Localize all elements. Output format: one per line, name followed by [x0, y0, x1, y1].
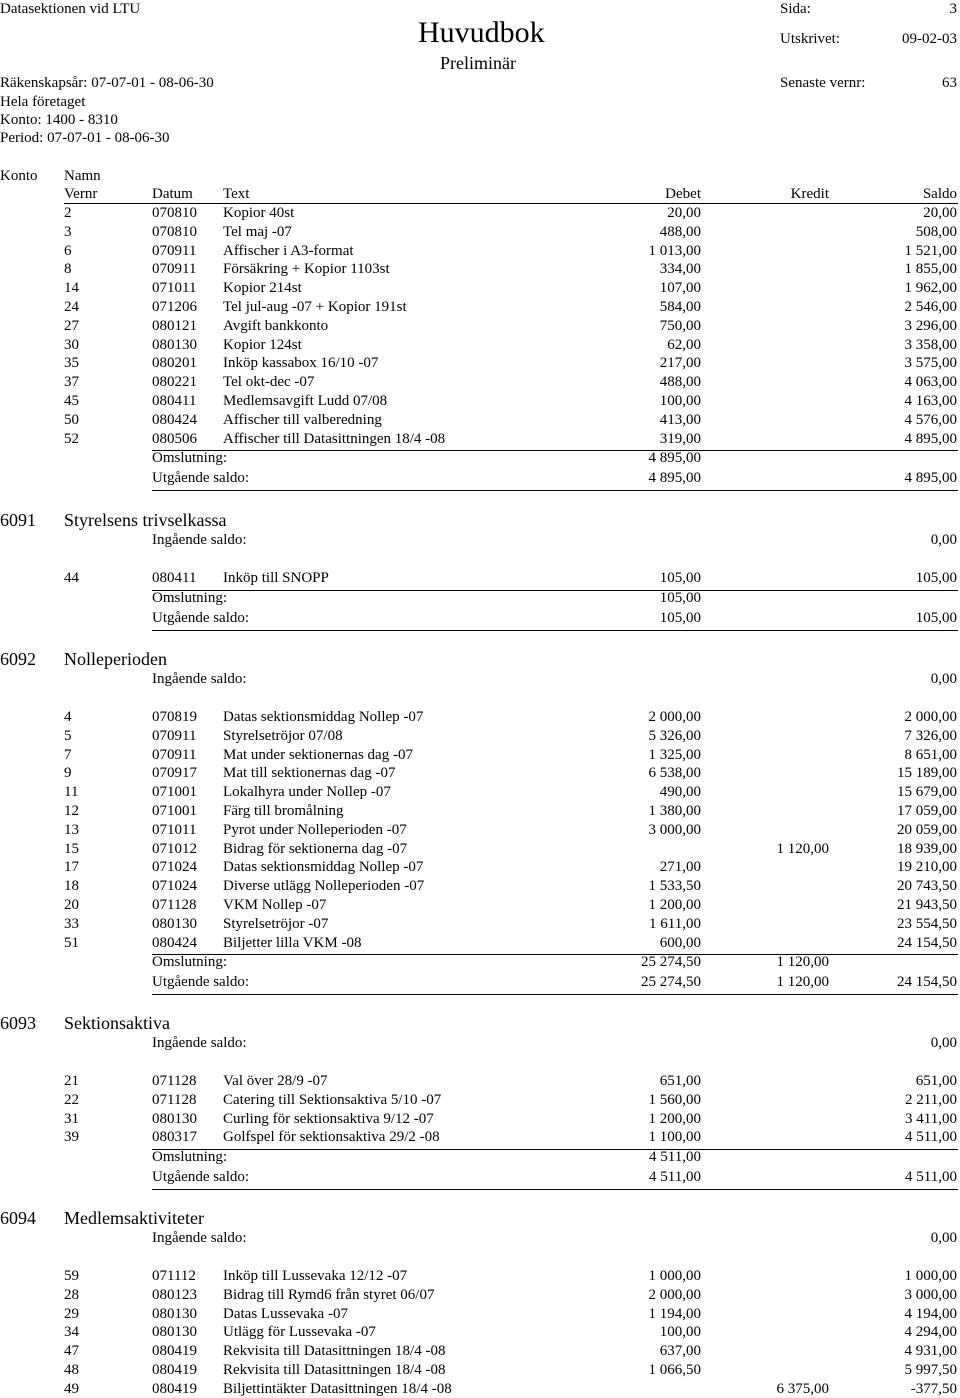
ledger-row-debit: 750,00 — [659, 317, 701, 334]
turnover-label: Omslutning: — [152, 589, 228, 606]
closing-balance-label: Utgående saldo: — [152, 609, 250, 626]
ledger-row-debit: 1 533,50 — [648, 878, 701, 895]
total-rule — [152, 954, 958, 955]
account-number: 6094 — [0, 1208, 36, 1228]
ledger-row-debit: 1 200,00 — [648, 1110, 701, 1127]
total-rule — [152, 590, 958, 591]
opening-balance-label: Ingående saldo: — [152, 532, 247, 548]
ledger-row-balance: 651,00 — [915, 1073, 957, 1089]
column-header-datum: Datum — [152, 186, 193, 202]
ledger-row-debit: 100,00 — [659, 1324, 701, 1341]
organization-name: Datasektionen vid LTU — [0, 1, 141, 17]
account-name: Styrelsens trivselkassa — [64, 510, 227, 530]
ledger-row-text: Affischer i A3-format — [223, 242, 354, 259]
page-number: 3 — [949, 1, 957, 17]
ledger-row-balance: 2 546,00 — [904, 299, 957, 315]
closing-balance-amount: 4 511,00 — [905, 1169, 957, 1186]
ledger-row-balance: 4 895,00 — [904, 430, 957, 447]
opening-balance-amount: 0,00 — [930, 532, 957, 548]
ledger-row-vernr: 22 — [64, 1091, 79, 1108]
ledger-row-balance: 3 296,00 — [904, 317, 957, 334]
ledger-row-balance: 23 554,50 — [897, 915, 957, 932]
closing-balance-amount: 105,00 — [915, 609, 957, 626]
ledger-row-balance: 3 575,00 — [904, 355, 957, 372]
ledger-row-text: Rekvisita till Datasittningen 18/4 -08 — [223, 1343, 446, 1360]
printed-label: Utskrivet: — [780, 31, 840, 47]
ledger-row-text: Färg till bromålning — [223, 803, 344, 819]
total-rule — [152, 1149, 958, 1150]
ledger-row-vernr: 34 — [64, 1324, 79, 1341]
ledger-row-debit: 319,00 — [659, 430, 701, 447]
ledger-row-text: Bidrag till Rymd6 från styret 06/07 — [223, 1286, 435, 1303]
ledger-row-balance: 4 163,00 — [904, 393, 957, 409]
ledger-row-vernr: 31 — [64, 1110, 79, 1127]
ledger-row-text: Tel okt-dec -07 — [223, 374, 315, 391]
ledger-row-text: VKM Nollep -07 — [223, 897, 327, 913]
ledger-row-vernr: 49 — [64, 1380, 79, 1397]
closing-balance-debit: 4 895,00 — [648, 470, 701, 487]
closing-balance-label: Utgående saldo: — [152, 974, 250, 991]
ledger-row-balance: 8 651,00 — [904, 746, 957, 763]
ledger-row-vernr: 4 — [64, 709, 72, 725]
ledger-row-text: Försäkring + Kopior 1103st — [223, 261, 390, 278]
ledger-row-vernr: 29 — [64, 1305, 79, 1322]
ledger-row-balance: -377,50 — [910, 1380, 957, 1397]
ledger-row-text: Bidrag för sektionerna dag -07 — [223, 840, 408, 857]
closing-balance-debit: 4 511,00 — [649, 1169, 701, 1186]
ledger-row-vernr: 51 — [64, 934, 79, 951]
closing-balance-credit: 1 120,00 — [776, 974, 829, 991]
ledger-row-balance: 15 189,00 — [897, 765, 957, 782]
ledger-row-date: 070819 — [152, 709, 197, 725]
ledger-row-text: Mat till sektionernas dag -07 — [223, 765, 396, 782]
ledger-row-date: 080130 — [152, 1305, 197, 1322]
ledger-row-text: Kopior 124st — [223, 336, 302, 353]
ledger-row-debit: 488,00 — [659, 374, 701, 391]
ledger-row-text: Avgift bankkonto — [223, 317, 329, 334]
ledger-row-vernr: 9 — [64, 765, 72, 782]
ledger-row-debit: 5 326,00 — [648, 727, 701, 744]
ledger-row-debit: 1 013,00 — [648, 242, 701, 259]
ledger-row-vernr: 20 — [64, 897, 79, 913]
ledger-row-text: Kopior 40st — [223, 205, 295, 221]
closing-balance-label: Utgående saldo: — [152, 470, 250, 487]
ledger-row-debit: 1 560,00 — [648, 1091, 701, 1108]
account-name: Medlemsaktiviteter — [64, 1208, 204, 1228]
printed-date: 09-02-03 — [902, 31, 957, 47]
ledger-row-date: 071011 — [152, 821, 197, 838]
ledger-row-text: Styrelsetröjor 07/08 — [223, 727, 343, 744]
ledger-row-debit: 413,00 — [659, 411, 701, 428]
ledger-row-balance: 3 411,00 — [905, 1110, 957, 1127]
opening-balance-label: Ingående saldo: — [152, 1035, 247, 1051]
fiscal-year: Räkenskapsår: 07-07-01 - 08-06-30 — [0, 75, 214, 91]
ledger-row-vernr: 7 — [64, 746, 72, 763]
ledger-row-balance: 3 000,00 — [904, 1286, 957, 1303]
ledger-row-balance: 1 000,00 — [904, 1268, 957, 1284]
ledger-row-text: Curling för sektionsaktiva 9/12 -07 — [223, 1110, 434, 1127]
account-name: Sektionsaktiva — [64, 1013, 170, 1033]
ledger-row-text: Affischer till Datasittningen 18/4 -08 — [223, 430, 446, 447]
total-rule — [152, 490, 958, 491]
account-name: Nolleperioden — [64, 649, 167, 669]
account-number: 6093 — [0, 1013, 36, 1033]
ledger-row-text: Datas sektionsmiddag Nollep -07 — [223, 859, 424, 876]
total-rule — [152, 994, 958, 995]
column-header-namn: Namn — [64, 168, 101, 184]
ledger-row-debit: 100,00 — [659, 393, 701, 409]
last-voucher-number: 63 — [942, 75, 957, 91]
last-voucher-label: Senaste vernr: — [780, 75, 866, 91]
ledger-row-date: 071012 — [152, 840, 197, 857]
ledger-row-date: 080130 — [152, 1324, 197, 1341]
column-header-kredit: Kredit — [790, 186, 829, 202]
ledger-row-vernr: 39 — [64, 1129, 79, 1146]
ledger-row-debit: 2 000,00 — [648, 1286, 701, 1303]
column-header-debet: Debet — [665, 186, 701, 202]
period: Period: 07-07-01 - 08-06-30 — [0, 130, 170, 146]
column-header-rule — [64, 203, 958, 204]
ledger-row-debit: 584,00 — [659, 299, 701, 315]
ledger-row-vernr: 48 — [64, 1362, 79, 1378]
ledger-row-vernr: 8 — [64, 261, 72, 278]
ledger-row-date: 080411 — [152, 570, 197, 586]
ledger-row-debit: 651,00 — [659, 1073, 701, 1089]
total-rule — [152, 450, 958, 451]
page-label: Sida: — [780, 1, 811, 17]
ledger-row-date: 080201 — [152, 355, 197, 372]
ledger-row-vernr: 18 — [64, 878, 79, 895]
ledger-row-vernr: 3 — [64, 223, 72, 240]
turnover-debit: 4 895,00 — [648, 450, 701, 467]
ledger-row-vernr: 15 — [64, 840, 79, 857]
ledger-row-vernr: 59 — [64, 1268, 79, 1284]
ledger-row-date: 070911 — [152, 746, 197, 763]
ledger-row-balance: 18 939,00 — [897, 840, 957, 857]
ledger-row-debit: 1 066,50 — [648, 1362, 701, 1378]
ledger-row-text: Kopior 214st — [223, 280, 302, 297]
ledger-row-debit: 490,00 — [659, 784, 701, 801]
closing-balance-amount: 4 895,00 — [904, 470, 957, 487]
ledger-row-debit: 1 200,00 — [648, 897, 701, 913]
ledger-row-balance: 1 521,00 — [904, 242, 957, 259]
ledger-row-date: 080123 — [152, 1286, 197, 1303]
ledger-row-date: 071206 — [152, 299, 197, 315]
closing-balance-debit: 105,00 — [659, 609, 701, 626]
ledger-row-date: 080130 — [152, 1110, 197, 1127]
turnover-debit: 4 511,00 — [649, 1149, 701, 1166]
ledger-row-debit: 334,00 — [659, 261, 701, 278]
ledger-row-text: Biljettintäkter Datasittningen 18/4 -08 — [223, 1380, 452, 1397]
ledger-row-vernr: 52 — [64, 430, 79, 447]
ledger-row-text: Inköp till Lussevaka 12/12 -07 — [223, 1268, 408, 1284]
ledger-row-date: 080424 — [152, 934, 197, 951]
ledger-row-debit: 600,00 — [659, 934, 701, 951]
ledger-row-text: Medlemsavgift Ludd 07/08 — [223, 393, 388, 409]
ledger-row-debit: 1 194,00 — [648, 1305, 701, 1322]
ledger-row-debit: 1 380,00 — [648, 803, 701, 819]
ledger-row-date: 080130 — [152, 915, 197, 932]
account-range: Konto: 1400 - 8310 — [0, 112, 118, 128]
ledger-row-date: 080424 — [152, 411, 197, 428]
ledger-row-text: Biljetter lilla VKM -08 — [223, 934, 362, 951]
ledger-row-text: Inköp kassabox 16/10 -07 — [223, 355, 379, 372]
turnover-credit: 1 120,00 — [776, 954, 829, 971]
opening-balance-amount: 0,00 — [930, 1230, 957, 1246]
turnover-label: Omslutning: — [152, 1149, 228, 1166]
ledger-row-vernr: 47 — [64, 1343, 79, 1360]
ledger-row-text: Golfspel för sektionsaktiva 29/2 -08 — [223, 1129, 440, 1146]
account-number: 6092 — [0, 649, 36, 669]
ledger-row-text: Inköp till SNOPP — [223, 570, 329, 586]
ledger-row-vernr: 21 — [64, 1073, 79, 1089]
ledger-row-vernr: 33 — [64, 915, 79, 932]
ledger-row-balance: 4 063,00 — [904, 374, 957, 391]
ledger-row-date: 080419 — [152, 1343, 197, 1360]
column-header-konto: Konto — [0, 168, 38, 184]
column-header-saldo: Saldo — [922, 186, 957, 202]
ledger-row-debit: 3 000,00 — [648, 821, 701, 838]
ledger-row-date: 070911 — [152, 727, 197, 744]
ledger-row-date: 070810 — [152, 205, 197, 221]
ledger-row-balance: 105,00 — [915, 570, 957, 586]
ledger-row-balance: 4 294,00 — [904, 1324, 957, 1341]
ledger-row-date: 080506 — [152, 430, 197, 447]
ledger-row-balance: 20 059,00 — [897, 821, 957, 838]
ledger-row-debit: 6 538,00 — [648, 765, 701, 782]
ledger-row-date: 080130 — [152, 336, 197, 353]
ledger-row-credit: 6 375,00 — [776, 1380, 829, 1397]
ledger-row-debit: 1 100,00 — [648, 1129, 701, 1146]
ledger-row-debit: 107,00 — [659, 280, 701, 297]
ledger-row-debit: 637,00 — [659, 1343, 701, 1360]
ledger-row-balance: 21 943,50 — [897, 897, 957, 913]
ledger-row-vernr: 24 — [64, 299, 79, 315]
ledger-row-balance: 7 326,00 — [904, 727, 957, 744]
ledger-row-debit: 488,00 — [659, 223, 701, 240]
ledger-row-date: 071001 — [152, 803, 197, 819]
ledger-row-text: Tel jul-aug -07 + Kopior 191st — [223, 299, 407, 315]
ledger-row-vernr: 30 — [64, 336, 79, 353]
ledger-row-vernr: 28 — [64, 1286, 79, 1303]
total-rule — [152, 1189, 958, 1190]
ledger-row-text: Datas Lussevaka -07 — [223, 1305, 348, 1322]
report-title: Huvudbok — [418, 16, 545, 49]
opening-balance-amount: 0,00 — [930, 1035, 957, 1051]
ledger-row-text: Tel maj -07 — [223, 223, 292, 240]
ledger-row-balance: 4 931,00 — [904, 1343, 957, 1360]
ledger-row-date: 071128 — [152, 1091, 197, 1108]
ledger-row-balance: 24 154,50 — [897, 934, 957, 951]
turnover-debit: 105,00 — [659, 589, 701, 606]
ledger-row-vernr: 17 — [64, 859, 79, 876]
closing-balance-amount: 24 154,50 — [897, 974, 957, 991]
ledger-row-date: 071001 — [152, 784, 197, 801]
ledger-row-vernr: 2 — [64, 205, 72, 221]
ledger-row-text: Lokalhyra under Nollep -07 — [223, 784, 391, 801]
ledger-row-text: Diverse utlägg Nolleperioden -07 — [223, 878, 425, 895]
ledger-row-vernr: 35 — [64, 355, 79, 372]
ledger-row-vernr: 5 — [64, 727, 72, 744]
ledger-row-vernr: 44 — [64, 570, 79, 586]
ledger-row-date: 080419 — [152, 1380, 197, 1397]
ledger-row-balance: 4 576,00 — [904, 411, 957, 428]
ledger-row-credit: 1 120,00 — [776, 840, 829, 857]
ledger-row-text: Utlägg för Lussevaka -07 — [223, 1324, 376, 1341]
total-rule — [152, 630, 958, 631]
scope: Hela företaget — [0, 94, 86, 110]
ledger-row-date: 080317 — [152, 1129, 197, 1146]
ledger-row-text: Pyrot under Nolleperioden -07 — [223, 821, 407, 838]
ledger-row-balance: 3 358,00 — [904, 336, 957, 353]
account-number: 6091 — [0, 510, 36, 530]
ledger-row-balance: 19 210,00 — [897, 859, 957, 876]
ledger-row-debit: 1 000,00 — [648, 1268, 701, 1284]
ledger-row-balance: 2 211,00 — [905, 1091, 957, 1108]
column-header-text: Text — [223, 186, 250, 202]
ledger-row-date: 071112 — [152, 1268, 196, 1284]
ledger-row-balance: 17 059,00 — [897, 803, 957, 819]
opening-balance-amount: 0,00 — [930, 671, 957, 687]
ledger-row-text: Rekvisita till Datasittningen 18/4 -08 — [223, 1362, 446, 1378]
ledger-row-text: Affischer till valberedning — [223, 411, 382, 428]
ledger-row-date: 071024 — [152, 859, 197, 876]
ledger-row-debit: 2 000,00 — [648, 709, 701, 725]
ledger-row-date: 071128 — [152, 897, 197, 913]
ledger-row-date: 071024 — [152, 878, 197, 895]
ledger-row-vernr: 27 — [64, 317, 79, 334]
ledger-row-vernr: 6 — [64, 242, 72, 259]
opening-balance-label: Ingående saldo: — [152, 1230, 247, 1246]
closing-balance-debit: 25 274,50 — [641, 974, 701, 991]
ledger-row-vernr: 12 — [64, 803, 79, 819]
ledger-row-balance: 5 997,50 — [904, 1362, 957, 1378]
ledger-row-date: 080221 — [152, 374, 197, 391]
ledger-row-vernr: 11 — [64, 784, 79, 801]
turnover-label: Omslutning: — [152, 954, 228, 971]
column-header-vernr: Vernr — [64, 186, 98, 202]
ledger-row-balance: 4 194,00 — [904, 1305, 957, 1322]
ledger-row-text: Datas sektionsmiddag Nollep -07 — [223, 709, 424, 725]
turnover-debit: 25 274,50 — [641, 954, 701, 971]
ledger-row-balance: 1 962,00 — [904, 280, 957, 297]
ledger-row-balance: 4 511,00 — [905, 1129, 957, 1146]
ledger-row-vernr: 13 — [64, 821, 79, 838]
ledger-row-vernr: 45 — [64, 393, 79, 409]
ledger-row-debit: 1 611,00 — [649, 915, 701, 932]
ledger-row-text: Styrelsetröjor -07 — [223, 915, 329, 932]
ledger-row-date: 071128 — [152, 1073, 197, 1089]
ledger-row-debit: 1 325,00 — [648, 746, 701, 763]
ledger-row-balance: 2 000,00 — [904, 709, 957, 725]
ledger-row-date: 071011 — [152, 280, 197, 297]
closing-balance-label: Utgående saldo: — [152, 1169, 250, 1186]
ledger-row-date: 070911 — [152, 242, 197, 259]
ledger-row-date: 080419 — [152, 1362, 197, 1378]
ledger-row-text: Val över 28/9 -07 — [223, 1073, 328, 1089]
ledger-row-debit: 271,00 — [659, 859, 701, 876]
ledger-row-date: 070911 — [152, 261, 197, 278]
ledger-row-balance: 20,00 — [923, 205, 957, 221]
opening-balance-label: Ingående saldo: — [152, 671, 247, 687]
ledger-row-debit: 217,00 — [659, 355, 701, 372]
ledger-row-vernr: 14 — [64, 280, 79, 297]
ledger-row-balance: 20 743,50 — [897, 878, 957, 895]
ledger-row-balance: 1 855,00 — [904, 261, 957, 278]
ledger-row-text: Mat under sektionernas dag -07 — [223, 746, 413, 763]
ledger-row-text: Catering till Sektionsaktiva 5/10 -07 — [223, 1091, 442, 1108]
ledger-row-date: 080121 — [152, 317, 197, 334]
ledger-row-debit: 105,00 — [659, 570, 701, 586]
ledger-row-balance: 15 679,00 — [897, 784, 957, 801]
turnover-label: Omslutning: — [152, 450, 228, 467]
ledger-row-date: 080411 — [152, 393, 197, 409]
ledger-row-date: 070917 — [152, 765, 197, 782]
ledger-row-vernr: 37 — [64, 374, 79, 391]
ledger-row-debit: 62,00 — [667, 336, 701, 353]
ledger-row-date: 070810 — [152, 223, 197, 240]
ledger-row-debit: 20,00 — [667, 205, 701, 221]
ledger-row-balance: 508,00 — [915, 223, 957, 240]
ledger-row-vernr: 50 — [64, 411, 79, 428]
report-subtitle: Preliminär — [440, 53, 516, 73]
